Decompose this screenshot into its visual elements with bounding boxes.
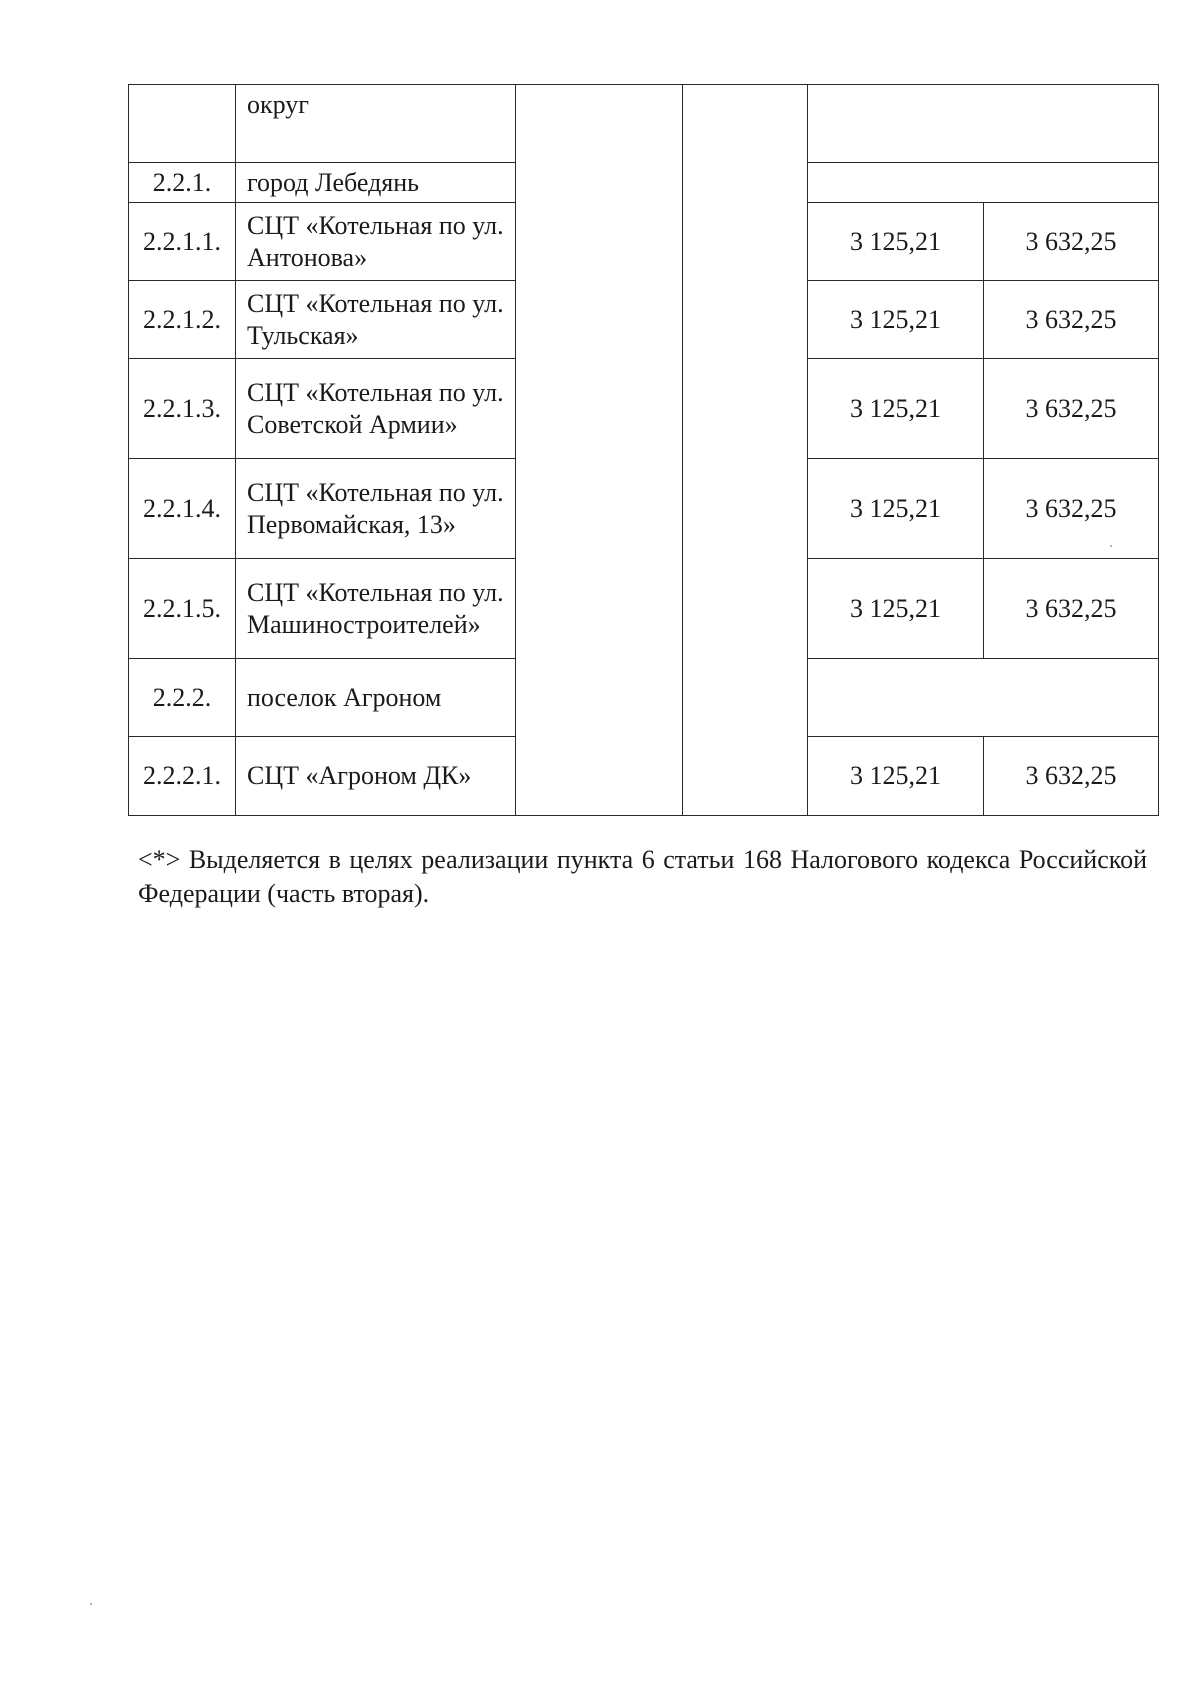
row-number: 2.2.1.4. [129,459,236,559]
row-number: 2.2.1.3. [129,359,236,459]
empty-value-cell [808,163,1159,203]
tariff-value-2: 3 632,25 [984,559,1159,659]
empty-value-cell [808,85,1159,163]
tariff-value-1: 3 125,21 [808,559,984,659]
scan-speck [90,1603,92,1605]
tariff-value-2: 3 632,25 [984,203,1159,281]
tariff-value-2: 3 632,25 [984,459,1159,559]
row-name: СЦТ «Котельная по ул. Антонова» [236,203,516,281]
empty-column-cell [683,85,808,816]
tariff-value-1: 3 125,21 [808,737,984,816]
row-number: 2.2.1.1. [129,203,236,281]
row-name: округ [236,85,516,163]
row-number: 2.2.1. [129,163,236,203]
row-name: город Лебедянь [236,163,516,203]
row-name: СЦТ «Котельная по ул. Советской Армии» [236,359,516,459]
row-name: поселок Агроном [236,659,516,737]
tariff-value-1: 3 125,21 [808,281,984,359]
row-name: СЦТ «Котельная по ул. Первомайская, 13» [236,459,516,559]
tariff-table [128,84,1159,816]
tariff-value-2: 3 632,25 [984,737,1159,816]
row-number [129,85,236,163]
tariff-value-1: 3 125,21 [808,359,984,459]
row-number: 2.2.1.2. [129,281,236,359]
empty-value-cell [808,659,1159,737]
table-row [129,85,1159,163]
empty-column-cell [516,85,683,816]
tariff-value-1: 3 125,21 [808,203,984,281]
tariff-value-2: 3 632,25 [984,281,1159,359]
row-name: СЦТ «Котельная по ул. Тульская» [236,281,516,359]
row-number: 2.2.2. [129,659,236,737]
tariff-value-2: 3 632,25 [984,359,1159,459]
footnote-text: <*> Выделяется в целях реализации пункта 6 статьи 168 Налогового кодекса Российской Федерации (часть вторая). [138,845,1147,908]
row-number: 2.2.2.1. [129,737,236,816]
row-number: 2.2.1.5. [129,559,236,659]
tariff-value-1: 3 125,21 [808,459,984,559]
row-name: СЦТ «Котельная по ул. Машиностроителей» [236,559,516,659]
scan-speck [1110,545,1112,547]
row-name: СЦТ «Агроном ДК» [236,737,516,816]
